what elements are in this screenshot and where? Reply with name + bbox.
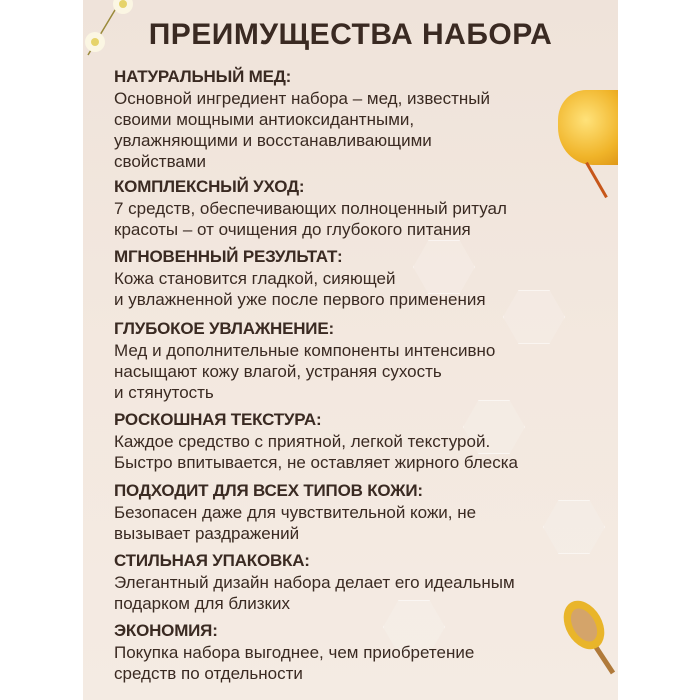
benefit-heading: ЭКОНОМИЯ: bbox=[114, 621, 218, 640]
benefit-text: свойствами bbox=[114, 152, 207, 171]
benefit-text: красоты – от очищения до глубокого питания bbox=[114, 220, 471, 239]
benefit-section bbox=[114, 318, 495, 403]
benefit-heading: РОСКОШНАЯ ТЕКСТУРА: bbox=[114, 410, 322, 429]
benefit-section bbox=[114, 480, 476, 544]
benefit-text: увлажняющими и восстанавливающими bbox=[114, 131, 432, 150]
benefit-text: Мед и дополнительные компоненты интенсивно bbox=[114, 341, 496, 360]
benefit-text: Кожа становится гладкой, сияющей bbox=[114, 269, 396, 288]
benefit-section bbox=[114, 550, 515, 614]
benefit-text: своими мощными антиоксидантными, bbox=[114, 110, 415, 129]
benefit-text: Быстро впитывается, не оставляет жирного блеска bbox=[114, 453, 518, 472]
benefit-heading: СТИЛЬНАЯ УПАКОВКА: bbox=[114, 551, 310, 570]
honey-dipper-icon bbox=[558, 595, 618, 675]
benefit-heading: НАТУРАЛЬНЫЙ МЕД: bbox=[114, 67, 292, 86]
benefit-text: и увлажненной уже после первого применения bbox=[114, 290, 486, 309]
benefit-heading: ГЛУБОКОЕ УВЛАЖНЕНИЕ: bbox=[114, 319, 334, 338]
benefit-text: вызывает раздражений bbox=[114, 524, 300, 543]
benefit-text: 7 средств, обеспечивающих полноценный ритуал bbox=[114, 199, 507, 218]
benefit-section bbox=[114, 409, 518, 473]
benefit-text: Каждое средство с приятной, легкой текстурой. bbox=[114, 432, 491, 451]
benefit-text: подарком для близких bbox=[114, 594, 290, 613]
benefit-text: средств по отдельности bbox=[114, 664, 303, 683]
benefit-text: насыщают кожу влагой, устраняя сухость bbox=[114, 362, 442, 381]
benefit-text: Покупка набора выгоднее, чем приобретение bbox=[114, 643, 475, 662]
benefit-heading: КОМПЛЕКСНЫЙ УХОД: bbox=[114, 177, 305, 196]
benefit-section bbox=[114, 176, 507, 240]
saffron-decoration bbox=[585, 162, 608, 198]
benefit-heading: МГНОВЕННЫЙ РЕЗУЛЬТАТ: bbox=[114, 247, 343, 266]
honeycomb-pattern bbox=[503, 290, 565, 344]
page-title: ПРЕИМУЩЕСТВА НАБОРА bbox=[148, 18, 553, 51]
benefit-text: Основной ингредиент набора – мед, известный bbox=[114, 89, 491, 108]
benefit-section bbox=[114, 620, 474, 684]
benefit-section bbox=[114, 66, 490, 172]
benefit-section bbox=[114, 246, 486, 310]
infographic-panel bbox=[83, 0, 618, 700]
benefit-heading: ПОДХОДИТ ДЛЯ ВСЕХ ТИПОВ КОЖИ: bbox=[114, 481, 423, 500]
benefit-text: Элегантный дизайн набора делает его идеальным bbox=[114, 573, 515, 592]
benefit-text: Безопасен даже для чувствительной кожи, не bbox=[114, 503, 477, 522]
honeycomb-pattern bbox=[543, 500, 605, 554]
honeycomb-image bbox=[558, 90, 618, 165]
benefit-text: и стянутость bbox=[114, 383, 214, 402]
